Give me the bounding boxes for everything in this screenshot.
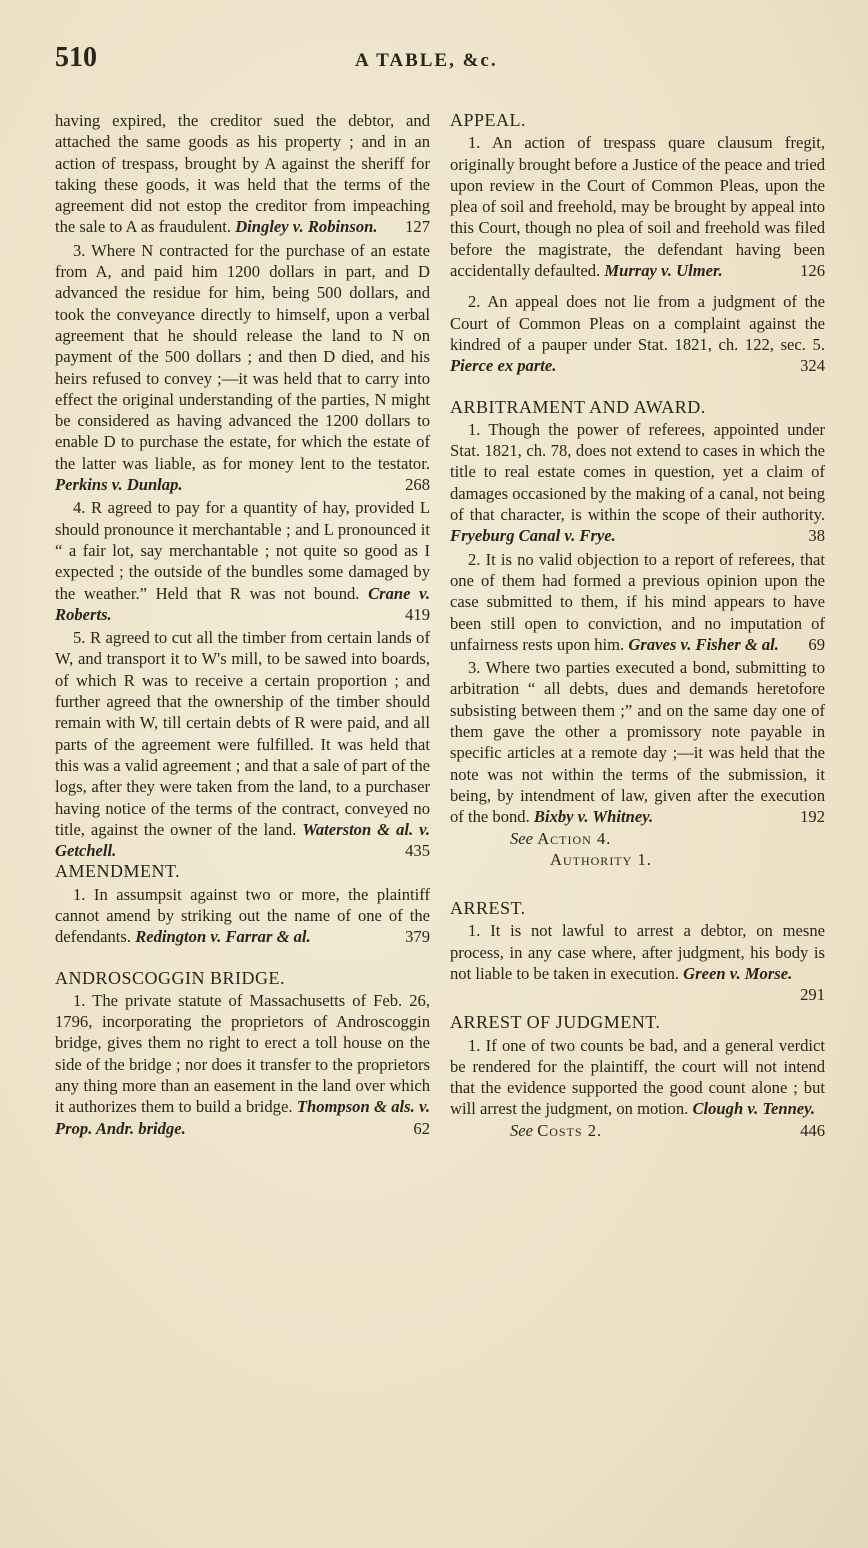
page-reference: 268 [405,475,430,495]
entry-text: 1. It is not lawful to arrest a debtor, on mesne process, in any case where, after judgment, his body is not liable to be taken in execution. [450,921,825,983]
see-also-reference [450,1120,825,1141]
page-reference: 38 [808,526,825,546]
case-citation: Perkins v. Dunlap. [55,475,183,495]
see-word: See [510,828,534,848]
entry-text: 1. If one of two counts be bad, and a general verdict be rendered for the plaintiff, the court will not intend that the evidence supported the good count alone ; but will arrest the judgment, on motion. [450,1035,825,1119]
entry [55,990,430,1139]
section-heading-arrest: ARREST. [450,898,526,919]
entry-text: 4. R agreed to pay for a quantity of hay, provided L should pronounce it merchantable ; and L pronounced it “ a fair lot, say merchantable ; not quite so good as I expected ; the outside of the bundles some damaged by the weather.” Held that R was not bound. [55,498,430,603]
page-reference: 379 [405,927,430,947]
right-column [450,110,825,1141]
entry-text: 1. Though the power of referees, appointed under Stat. 1821, ch. 78, does not extend to cases in which the title to real estate comes in question, yet a claim of damages occasioned by the making of a canal, not being of that character, is within the scope of their authority. [450,419,825,525]
entry-text: 3. Where two parties executed a bond, submitting to arbitration “ all debts, dues and demands heretofore subsisting between them ;” and on the same day one of them gave the other a promissory note payable in specific articles at a remote day ;—it was held that the note was not within the terms of the submission, it being, by intendment of law, given after the execution of the bond. [450,658,825,827]
page-reference: 127 [405,217,430,237]
page-reference: 446 [800,1120,825,1140]
entry [450,291,825,376]
case-citation: Fryeburg Canal v. Frye. [450,526,616,546]
entry-text: having expired, the creditor sued the debtor, and attached the same goods as his property ; and in an action of trespass, brought by A against the sheriff for taking these goods, it was held that the terms of the agreement did not estop the creditor from impeaching the sale to A as fraudulent. [55,111,430,237]
section-heading-amendment: AMENDMENT. [55,861,181,882]
page-reference: 419 [405,604,430,624]
page-reference: 126 [800,261,825,281]
case-citation: Redington v. Farrar & al. [135,927,311,947]
entry-text: 1. An action of trespass quare clausum fregit, originally brought before a Justice of the peace and tried upon review in the Court of Common Pleas, upon the plea of soil and freehold, may be brought by appeal into this Court, though no plea of soil and freehold was filed before the magistrate, the defendant having been accidentally defaulted. [450,133,825,281]
entry-text: 1. The private statute of Massachusetts of Feb. 26, 1796, incorporating the proprietors of Androscoggin bridge, gives them no right to erect a toll house on the side of the bridge ; nor does it transfer to the proprietors any thing more than an easement in the land over which it authorizes them to build a bridge. [55,990,430,1117]
see-word: See [510,1120,534,1140]
cross-reference: Action 4. [537,828,612,848]
section-heading-arrest-of-judgment: ARREST OF JUDGMENT. [450,1012,661,1033]
page-reference: 192 [800,807,825,827]
entry-text: 1. In assumpsit against two or more, the plaintiff cannot amend by striking out the name of one of the defendants. [55,884,430,947]
case-citation: Thompson & als. v. Prop. Andr. bridge. [55,1097,430,1138]
page-reference: 69 [808,634,825,654]
entry [450,657,825,827]
entry-text: 5. R agreed to cut all the timber from certain lands of W, and transport it to W's mill, to be sawed into boards, of which R was to receive a certain proportion ; and further agreed that the ownership of the timber should remain with W, till certain debts of R were paid, and all parts of the agreement were fulfilled. It was held that this was a valid agreement ; and that a sale of part of the logs, after they were taken from the land, to a purchaser having notice of the terms of the contract, conveyed no title, against the owner of the land. [55,628,430,839]
entry [450,419,825,547]
left-column [55,110,430,1139]
case-citation: Clough v. Tenney. [692,1099,816,1119]
entry [55,627,430,861]
entry [450,132,825,281]
page-reference: 435 [405,841,430,861]
case-citation: Graves v. Fisher & al. [628,634,779,654]
cross-reference: Costs 2. [537,1120,603,1140]
case-citation: Pierce ex parte. [450,356,557,376]
entry [450,549,825,655]
entry [55,884,430,948]
entry-text: 2. It is no valid objection to a report of referees, that one of them had formed a previous opinion upon the case submitted to them, if his mind appears to have been still open to conviction, and no imputation of unfairness rests upon him. [450,549,825,654]
case-citation: Murray v. Ulmer. [604,261,723,281]
page-reference: 324 [800,356,825,376]
see-also-reference [450,828,825,871]
section-heading-appeal: APPEAL. [450,110,527,130]
entry [55,497,430,625]
section-heading-androscoggin-bridge: ANDROSCOGGIN BRIDGE. [55,967,286,988]
entry-text: 3. Where N contracted for the purchase of an estate from A, and paid him 1200 dollars in part, and D advanced the residue for him, being 500 dollars, and took the conveyance directly to himself, upon a verbal agreement that he should release the land to N on payment of the 500 dollars ; and then D died, and his heirs refused to convey ;—it was held that to carry into effect the original understanding of the parties, N might be considered as having advanced the 1200 dollars to enable D to purchase the estate, for which the estate of the latter was liable, as for money lent to the testator. [55,240,430,473]
entry-text: 2. An appeal does not lie from a judgment of the Court of Common Pleas on a complaint against the kindred of a pauper under Stat. 1821, ch. 122, sec. 5. [450,292,825,354]
entry [450,920,825,1005]
case-citation: Bixby v. Whitney. [533,807,654,827]
cross-reference: Authority 1. [550,849,652,869]
page-number: 510 [55,42,97,73]
section-heading-arbitrament-and-award: ARBITRAMENT AND AWARD. [450,396,706,417]
entry [55,240,430,496]
page-reference: 62 [413,1118,430,1138]
case-citation: Dingley v. Robinson. [235,217,378,237]
running-head: A TABLE, &c. [355,50,498,71]
entry-continuation [55,110,430,238]
page-header [55,42,828,82]
page-reference: 291 [800,985,825,1005]
case-citation: Green v. Morse. [683,963,793,983]
case-citation: Waterston & al. v. Getchell. [55,819,430,861]
case-citation: Crane v. Roberts. [55,583,430,624]
